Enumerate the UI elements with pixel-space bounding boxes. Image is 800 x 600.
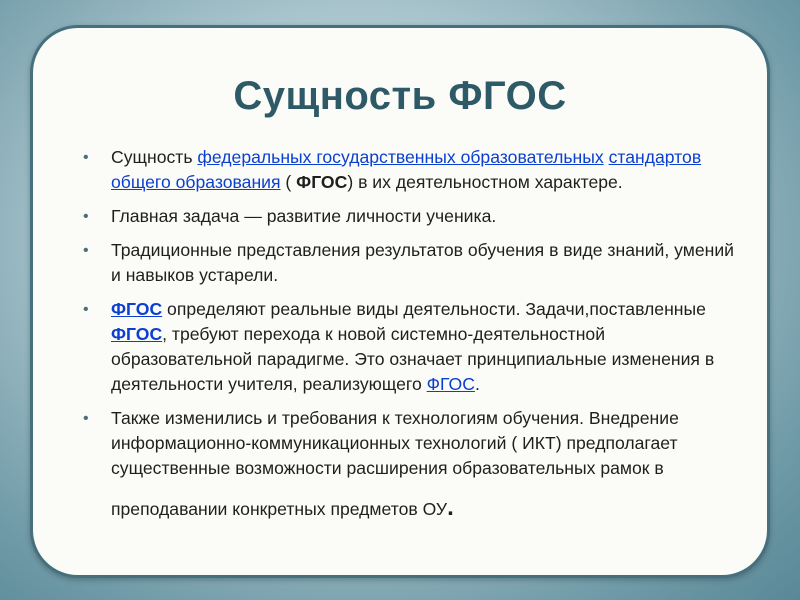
slide-title: Сущность ФГОС	[233, 74, 567, 118]
b2-text: Главная задача — развитие личности ученика.	[111, 206, 497, 226]
link-standards[interactable]: стандартов	[608, 147, 702, 167]
b1-text-4: (	[280, 172, 297, 192]
b1-text-5: ) в их деятельностном характере.	[347, 172, 623, 192]
slide-card	[30, 25, 770, 578]
bullet-item-2	[81, 204, 737, 229]
link-fgos-1[interactable]: ФГОС	[111, 299, 163, 319]
b4-text-2: , требуют перехода к новой системно-деятельностной образовательной парадигме. Это означает принципиальные изменения в деятельности учителя, реализующего	[111, 324, 715, 394]
bullet-item-1	[81, 145, 737, 195]
link-federal-standards[interactable]: федеральных государственных образовательных	[197, 147, 604, 167]
bullet-dot-icon: •	[83, 410, 89, 427]
bullet-item-3	[81, 238, 737, 288]
bullet-dot-icon: •	[83, 149, 89, 166]
bullet-item-5	[81, 406, 737, 522]
b5-period: .	[447, 494, 454, 521]
b1-fgos-bold: ФГОС	[296, 172, 348, 192]
link-fgos-2[interactable]: ФГОС	[111, 324, 163, 344]
b5-last-line	[111, 495, 454, 522]
bullet-item-4	[81, 297, 737, 397]
b5-text-1: Также изменились и требования к технологиям обучения. Внедрение информационно-коммуникационных технологий ( ИКТ) предполагает существенные возможности расширения образовательных рамок в	[111, 408, 679, 478]
b3-text: Традиционные представления результатов обучения в виде знаний, умений и навыков устарели.	[111, 240, 734, 285]
b1-text-1: Сущность	[111, 147, 198, 167]
b4-text-3: .	[474, 374, 480, 394]
link-fgos-3[interactable]: ФГОС	[426, 374, 475, 394]
b5-text-2: преподавании конкретных предметов ОУ	[111, 499, 448, 519]
b4-text-1: определяют реальные виды деятельности. Задачи,поставленные	[162, 299, 706, 319]
bullet-dot-icon: •	[83, 242, 89, 259]
bullet-dot-icon: •	[83, 301, 89, 318]
bullet-list	[81, 145, 737, 531]
link-general-education[interactable]: общего образования	[111, 172, 281, 192]
bullet-dot-icon: •	[83, 208, 89, 225]
